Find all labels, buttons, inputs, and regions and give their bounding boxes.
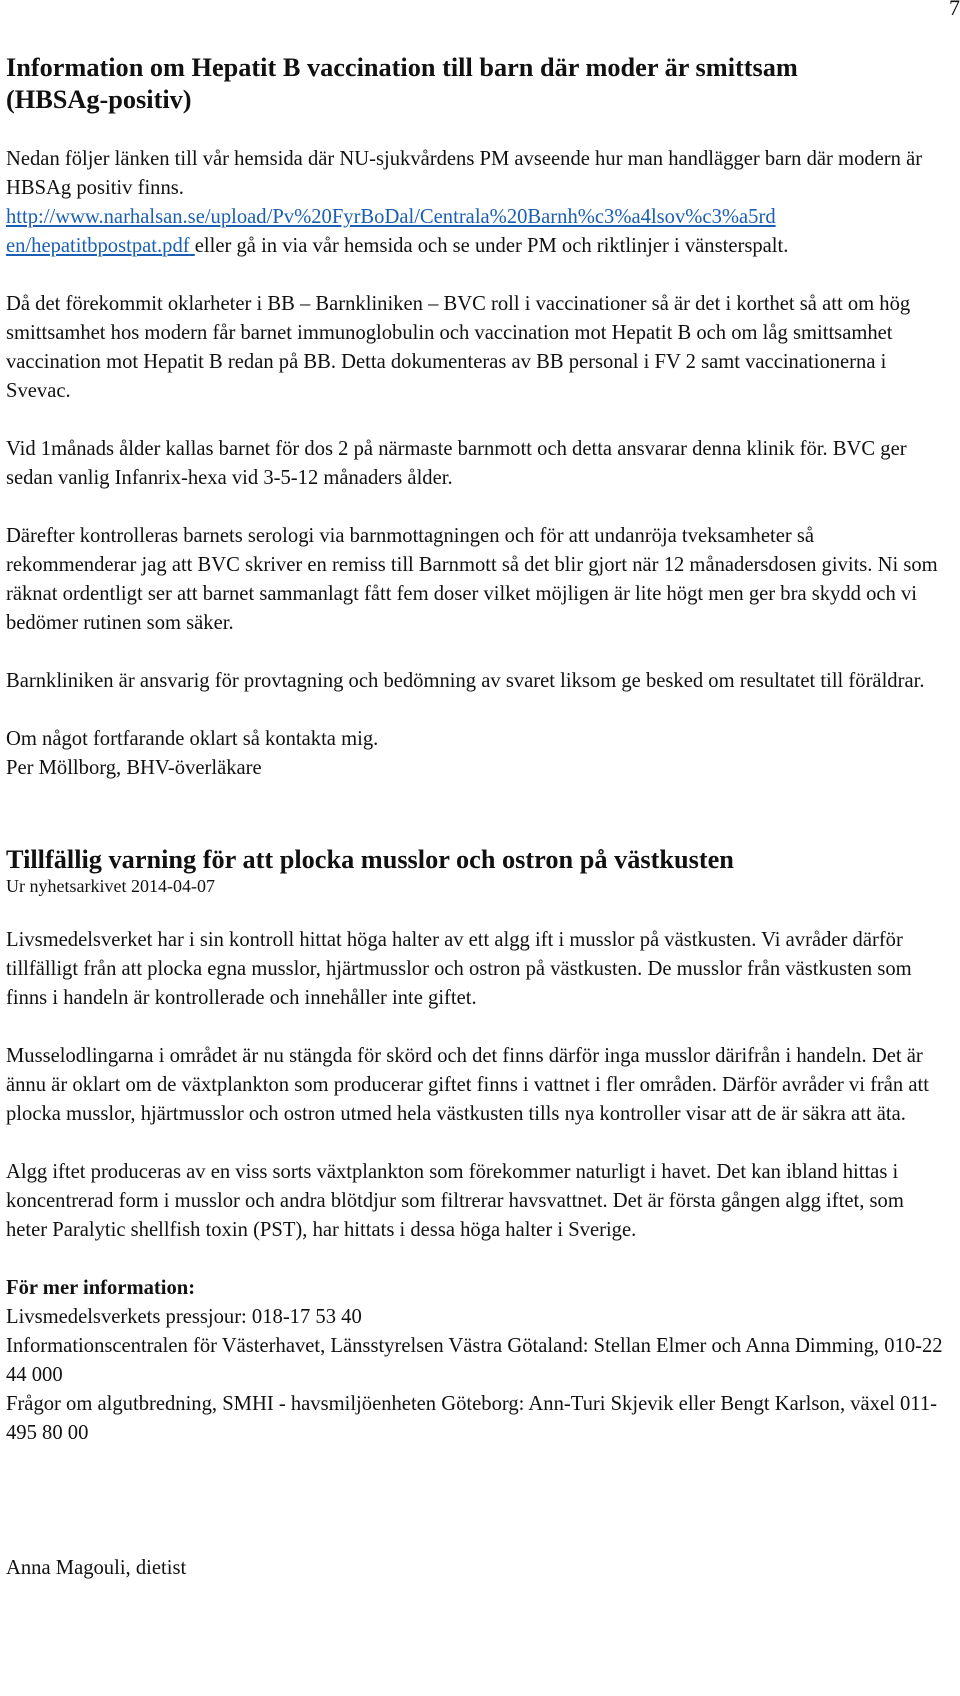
contact-press: Livsmedelsverkets pressjour: 018-17 53 40 (6, 1306, 362, 1328)
hepatitis-intro-paragraph (6, 145, 946, 261)
more-info-block (6, 1274, 946, 1448)
shellfish-warning-heading: Tillfällig varning för att plocka musslor och ostron på västkusten (6, 845, 734, 874)
page-number: 7 (949, 0, 960, 20)
contact-closing (6, 725, 946, 783)
contact-info-centre: Informationscentralen för Västerhavet, Länsstyrelsen Västra Götaland: Stellan Elmer och Anna Dimming, 010-22 44 000 (6, 1335, 943, 1386)
document-body (6, 52, 946, 1583)
intro-text: Nedan följer länken till vår hemsida där NU-sjukvårdens PM avseende hur man handlägger barn där modern är HBSAg positiv finns. (6, 148, 923, 199)
shellfish-paragraph-2: Musselodlingarna i området är nu stängda för skörd och det finns därför inga musslor därifrån i handeln. Det är ännu är oklart om de växtplankton som producerar giftet finns i vattnet i fler områden. Därför avråder vi från att plocka musslor, hjärtmusslor och ostron utmed hela västkusten tills nya kontroller visar att de är säkra att äta. (6, 1045, 929, 1125)
shellfish-paragraph-3: Algg iftet produceras av en viss sorts växtplankton som förekommer naturligt i havet. Det kan ibland hittas i koncentrerad form i musslor och andra blötdjur som filtrerar havsvattnet. Det är första gången algg iftet, som heter Paralytic shellfish toxin (PST), har hittats i dessa höga halter i Sverige. (6, 1161, 904, 1241)
more-info-heading: För mer information: (6, 1277, 196, 1299)
link-followup-text: eller gå in via vår hemsida och se under PM och riktlinjer i vänsterspalt. (194, 235, 789, 257)
responsibility-paragraph: Barnkliniken är ansvarig för provtagning och bedömning av svaret liksom ge besked om resultatet till föräldrar. (6, 670, 925, 692)
shellfish-paragraph-1: Livsmedelsverket har i sin kontroll hittat höga halter av ett algg ift i musslor på västkusten. Vi avråder därför tillfälligt från att plocka egna musslor, hjärtmusslor och ostron på västkusten. De musslor från västkusten som finns i handeln är kontrollerade och innehåller inte giftet. (6, 929, 912, 1009)
pm-link-text-ext: pdf (162, 235, 190, 257)
vaccination-roles-paragraph: Då det förekommit oklarheter i BB – Barnkliniken – BVC roll i vaccinationer så är det i korthet så att om hög smittsamhet hos modern får barnet immunoglobulin och vaccination mot Hepatit B och om låg smittsamhet vaccination mot Hepatit B redan på BB. Detta dokumenteras av BB personal i FV 2 samt vaccinationerna i Svevac. (6, 293, 911, 402)
pm-link-text-main: http://www.narhalsan.se/upload/Pv%20FyrBoDal/Centrala%20Barnh%c3%a4lsov%c3%a5rd en/hepatitbpostpat. (6, 206, 776, 257)
contact-smhi: Frågor om algutbredning, SMHI - havsmiljöenheten Göteborg: Ann-Turi Skjevik eller Bengt Karlson, växel 011-495 80 00 (6, 1393, 937, 1444)
author-line: Per Möllborg, BHV-överläkare (6, 757, 262, 779)
hepatitis-b-heading: Information om Hepatit B vaccination till barn där moder är smittsam (HBSAg-positiv) (6, 53, 798, 114)
signature: Anna Magouli, dietist (6, 1557, 187, 1579)
closing-line: Om något fortfarande oklart så kontakta mig. (6, 728, 379, 750)
news-archive-date: Ur nyhetsarkivet 2014-04-07 (6, 876, 215, 896)
serology-paragraph: Därefter kontrolleras barnets serologi via barnmottagningen och för att undanröja tveksamheter så rekommenderar jag att BVC skriver en remiss till Barnmott så det blir gjort när 12 månadersdosen givits. Ni som räknat ordentligt ser att barnet sammanlagt fått fem doser vilket möjligen är lite högt men ger bra skydd och vi bedömer rutinen som säker. (6, 525, 938, 634)
dose-schedule-paragraph: Vid 1månads ålder kallas barnet för dos 2 på närmaste barnmott och detta ansvarar denna klinik för. BVC ger sedan vanlig Infanrix-hexa vid 3-5-12 månaders ålder. (6, 438, 907, 489)
